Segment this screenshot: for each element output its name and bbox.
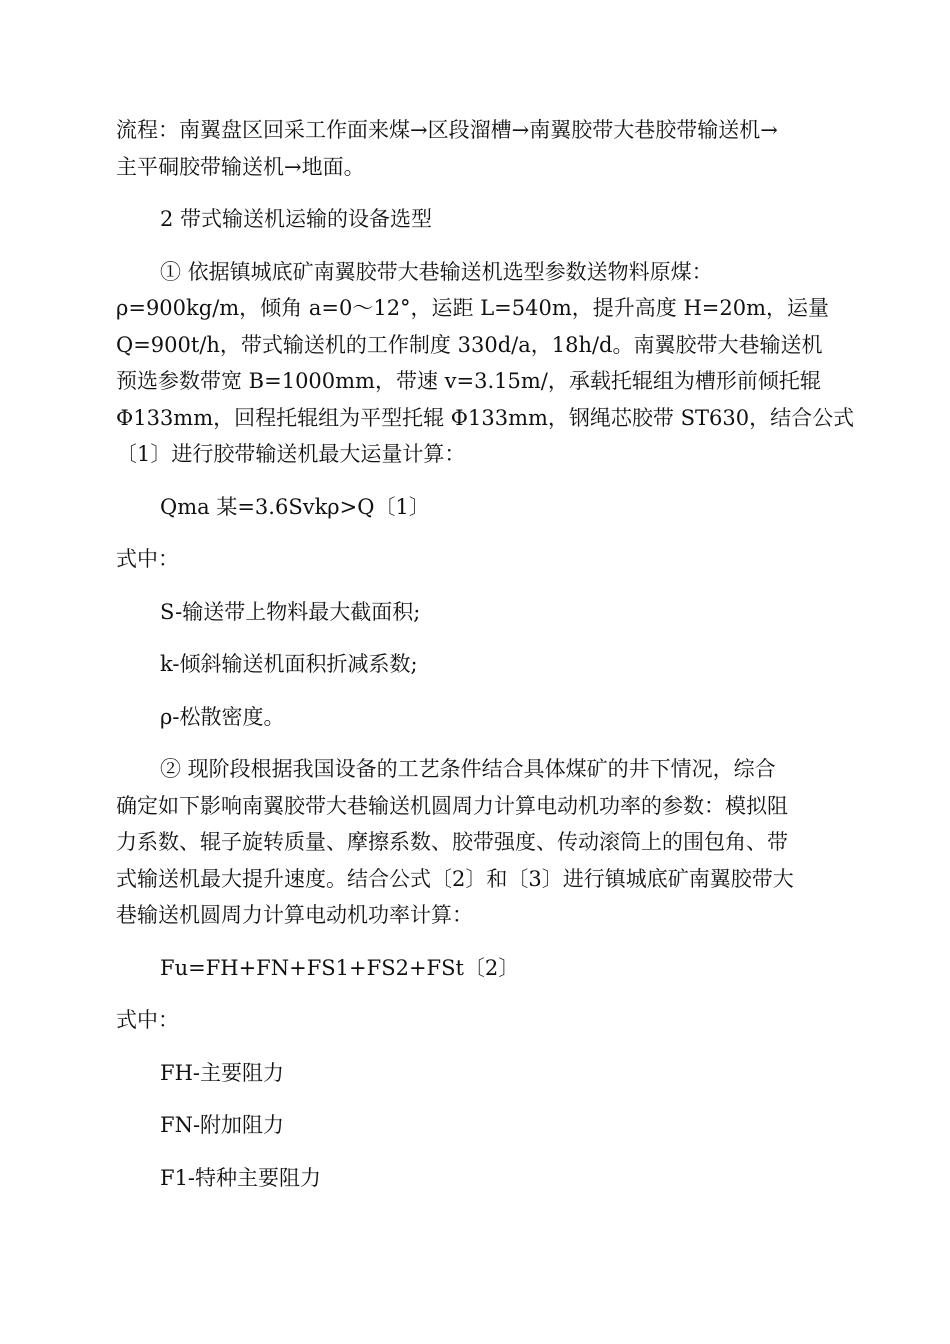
para2-line-1: ② 现阶段根据我国设备的工艺条件结合具体煤矿的井下情况，综合: [160, 757, 776, 781]
para1-line-1: ① 依据镇城底矿南翼胶带大巷输送机选型参数送物料原煤：: [160, 259, 713, 284]
motor-power-paragraph: [116, 751, 832, 934]
para1-line-4: 预选参数带宽 B=1000mm，带速 v=3.15m/，承载托辊组为槽形前倾托辊: [116, 369, 821, 393]
formula-2: Fu=FH+FN+FS1+FS2+FSt〔2〕: [160, 955, 520, 980]
para1-line-5: Φ133mm，回程托辊组为平型托辊 Φ133mm，钢绳芯胶带 ST630，结合公式: [116, 405, 855, 430]
where-label-2: 式中：: [116, 1008, 179, 1032]
definition-fn: FN-附加阻力: [160, 1113, 285, 1137]
definition-rho: ρ-松散密度。: [160, 704, 285, 729]
para2-line-4: 式输送机最大提升速度。结合公式〔2〕和〔3〕进行镇城底矿南翼胶带大: [116, 866, 794, 891]
definition-fh: FH-主要阻力: [160, 1060, 284, 1085]
definition-f1: F1-特种主要阻力: [160, 1165, 322, 1190]
para1-line-3: Q=900t/h，带式输送机的工作制度 330d/a，18h/d。南翼胶带大巷输送机: [116, 332, 823, 357]
para2-line-2: 确定如下影响南翼胶带大巷输送机圆周力计算电动机功率的参数：模拟阻: [116, 793, 788, 818]
flow-line-2: 主平硐胶带输送机→地面。: [116, 154, 365, 179]
definition-k: k-倾斜输送机面积折减系数;: [160, 652, 418, 676]
para1-line-2: ρ=900kg/m，倾角 a=0～12°，运距 L=540m，提升高度 H=20m，运量: [116, 296, 829, 320]
para1-line-6: 〔1〕进行胶带输送机最大运量计算：: [116, 442, 466, 466]
para2-line-5: 巷输送机圆周力计算电动机功率计算：: [116, 903, 473, 927]
where-label-1: 式中：: [116, 547, 179, 571]
definition-s: S-输送带上物料最大截面积;: [160, 599, 421, 624]
para2-line-3: 力系数、辊子旋转质量、摩擦系数、胶带强度、传动滚筒上的围包角、带: [116, 830, 788, 854]
flow-line-1: 流程：南翼盘区回采工作面来煤→区段溜槽→南翼胶带大巷胶带输送机→: [116, 118, 778, 142]
section-heading: 2 带式输送机运输的设备选型: [160, 207, 433, 231]
formula-1: Qma 某=3.6Svkρ>Q〔1〕: [160, 494, 430, 519]
flow-paragraph: [116, 112, 832, 185]
document-body: [116, 112, 855, 1196]
selection-params-paragraph: [116, 254, 855, 473]
